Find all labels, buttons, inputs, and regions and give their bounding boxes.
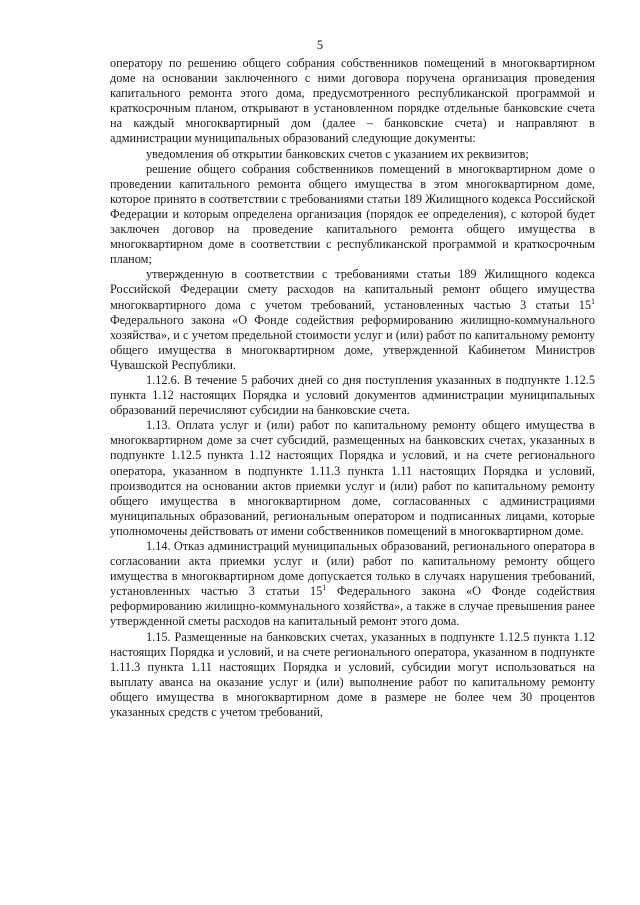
superscript-1: 1	[591, 296, 595, 306]
paragraph-1-14-after: Федерального закона «О Фонде содействия реформированию жилищно-коммунального хозяйства», а также в случае превышения ранее утвержденной сметы расходов на капитальный ремонт этого дома.	[110, 584, 596, 629]
paragraph-notice-accounts: уведомления об открытии банковских счетов с указанием их реквизитов;	[146, 146, 529, 161]
paragraph-1-13: 1.13. Оплата услуг и (или) работ по капитальному ремонту общего имущества в многоквартирном доме за счет субсидий, размещенных на банковских счетах, указанных в подпункте 1.12.5 пункта 1.12 настоящих Порядка и условий, и на счете регионального оператора, указанном в подпункте 1.11.3 пункта 1.11 настоящих Порядка и условий, производится на основании актов приемки услуг и (или) работ по капитальному ремонту общего имущества в многоквартирном доме, согласованных с администрациями муниципальных образований, региональным оператором и подписанных лицами, которые уполномочены действовать от имени собственников помещений в многоквартирном доме.	[110, 418, 595, 538]
document-body	[110, 56, 595, 720]
paragraph-1-15: 1.15. Размещенные на банковских счетах, указанных в подпункте 1.12.5 пункта 1.12 настоящих Порядка и условий, и на счете регионального оператора, указанном в подпункте 1.11.3 пункта 1.11 настоящих Порядка и условий, субсидии могут использоваться на выплату аванса на оказание услуг и (или) выполнение работ по капитальному ремонту общего имущества в многоквартирном доме в размере не более чем 30 процентов указанных средств с учетом требований,	[110, 629, 595, 720]
paragraph-meeting-decision: решение общего собрания собственников помещений в многоквартирном доме о проведении капитального ремонта общего имущества в этом многоквартирном доме, которое принято в соответствии с требованиями статьи 189 Жилищного кодекса Российской Федерации и которым определена организация (порядок ее определения), с которой будет заключен договор на проведение капитального ремонта общего имущества в многоквартирном доме в соответствии с республиканской программой и краткосрочным планом;	[110, 161, 595, 267]
paragraph-estimate-before: утвержденную в соответствии с требованиями статьи 189 Жилищного кодекса Российской Федерации смету расходов на капитальный ремонт общего имущества многоквартирного дома с учетом требований, установленных частью 3 статьи 15	[110, 267, 595, 312]
paragraph-1-14	[110, 539, 595, 630]
paragraph-1-14-before: 1.14. Отказ администраций муниципальных образований, регионального оператора в согласовании акта приемки услуг и (или) работ по капитальному ремонту общего имущества в многоквартирном доме допускается только в случаях нарушения требований, установленных частью 3 статьи 15	[110, 539, 595, 599]
superscript-1: 1	[322, 583, 327, 593]
paragraph-estimate	[110, 267, 595, 373]
page-number: 5	[316, 38, 324, 52]
paragraph-recipient-continuation: оператору по решению общего собрания собственников помещений в многоквартирном доме на основании заключенного с ними договора поручена организация проведения капитального ремонта этого дома, предусмотренного республиканской программой и краткосрочным планом, открывают в установленном порядке отдельные банковские счета на каждый многоквартирный дом (далее – банковские счета) и направляют в администрации муниципальных образований следующие документы:	[110, 56, 595, 146]
paragraph-1-12-6: 1.12.6. В течение 5 рабочих дней со дня поступления указанных в подпункте 1.12.5 пункта 1.12 настоящих Порядка и условий документов администрации муниципальных образований перечисляют субсидии на банковские счета.	[110, 372, 595, 418]
paragraph-estimate-after: Федерального закона «О Фонде содействия реформированию жилищно-коммунального хозяйства», и с учетом предельной стоимости услуг и (или) работ по капитальному ремонту общего имущества в многоквартирном доме, утвержденной Кабинетом Министров Чувашской Республики.	[110, 312, 595, 372]
